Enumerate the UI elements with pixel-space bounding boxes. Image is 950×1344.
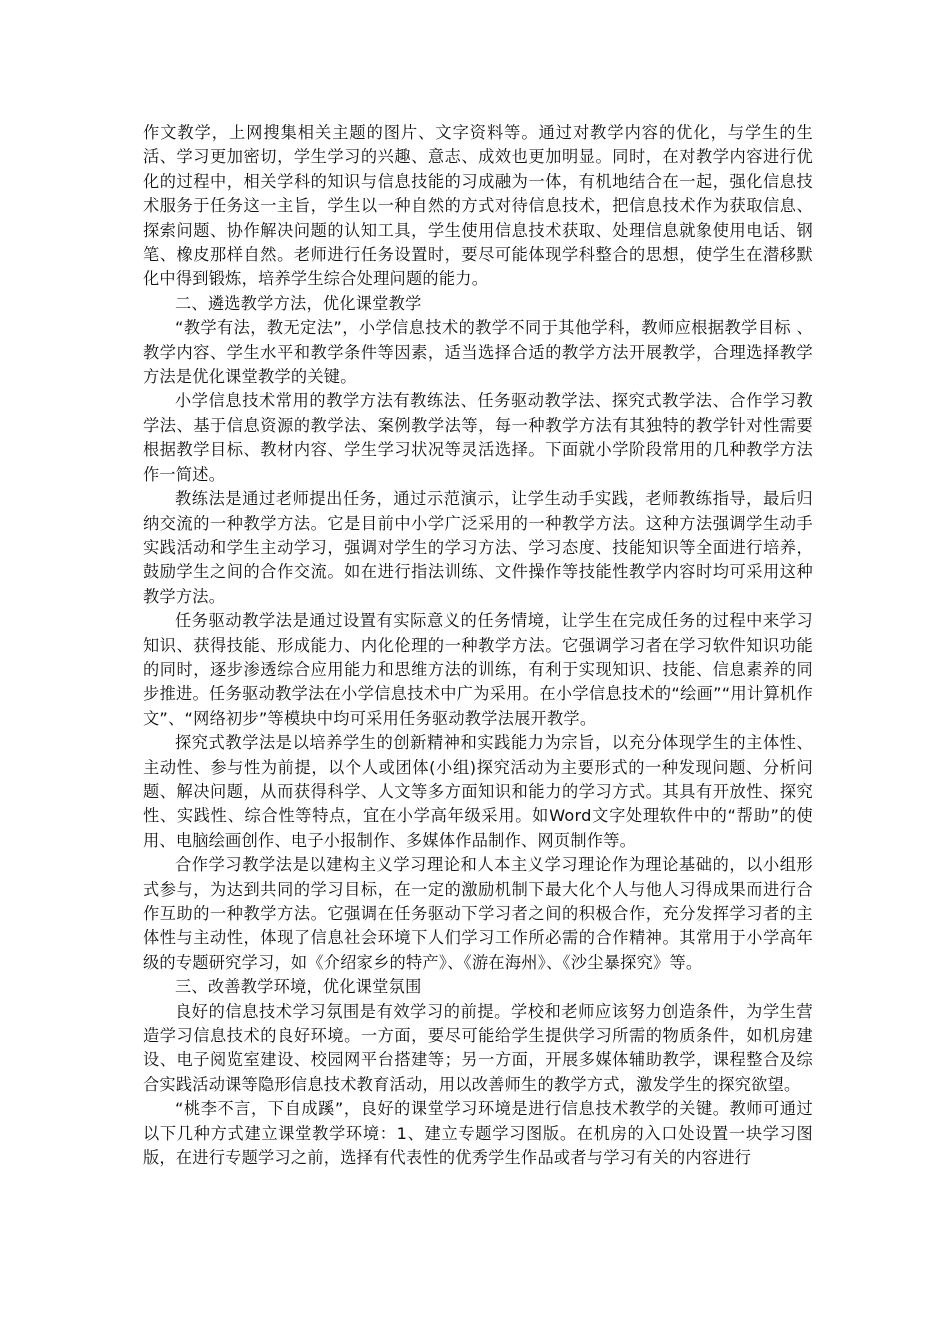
paragraph-learning-atmosphere: 良好的信息技术学习氛围是有效学习的前提。学校和老师应该努力创造条件，为学生营造学习信息技术的良好环境。一方面，要尽可能给学生提供学习所需的物质条件，如机房建设、电子阅览室建设、校园网平台搭建等；另一方面，开展多媒体辅助教学，课程整合及综合实践活动课等隐形信息技术教育活动，用以改善师生的教学方式，激发学生的探究欲望。 [143, 1001, 813, 1094]
section-heading-3: 三、改善教学环境，优化课堂氛围 [175, 977, 422, 997]
paragraph-common-methods: 小学信息技术常用的教学方法有教练法、任务驱动教学法、探究式教学法、合作学习教学法、基于信息资源的教学法、案例教学法等，每一种教学方法有其独特的教学针对性需要根据教学目标、教材内容、学生学习状况等灵活选择。下面就小学阶段常用的几种教学方法作一简述。 [143, 391, 813, 484]
paragraph-continuation: 作文教学，上网搜集相关主题的图片、文字资料等。通过对教学内容的优化，与学生的生活、学习更加密切，学生学习的兴趣、意志、成效也更加明显。同时，在对教学内容进行优化的过程中，相关学科的知识与信息技能的习成融为一体，有机地结合在一起，强化信息技术服务于任务这一主旨，学生以一种自然的方式对待信息技术，把信息技术作为获取信息、探索问题、协作解决问题的认知工具，学生使用信息技术获取、处理信息就象使用电话、钢笔、橡皮那样自然。老师进行任务设置时，要尽可能体现学科整合的思想，使学生在潜移默化中得到锻炼，培养学生综合处理问题的能力。 [143, 123, 813, 289]
section-heading-2: 二、遴选教学方法，优化课堂教学 [175, 293, 422, 313]
paragraph-task-driven-method: 任务驱动教学法是通过设置有实际意义的任务情境，让学生在完成任务的过程中来学习知识、获得技能、形成能力、内化伦理的一种教学方法。它强调学习者在学习软件知识功能的同时，逐步渗透综合应用能力和思维方法的训练，有利于实现知识、技能、信息素养的同步推进。任务驱动教学法在小学信息技术中广为采用。在小学信息技术的“绘画”“用计算机作文”、“网络初步”等模块中均可采用任务驱动教学法展开教学。 [143, 611, 813, 728]
paragraph-classroom-environment: “桃李不言，下自成蹊”，良好的课堂学习环境是进行信息技术教学的关键。教师可通过以下几种方式建立课堂教学环境：1、建立专题学习图版。在机房的入口处设置一块学习图版，在进行专题学习之前，选择有代表性的优秀学生作品或者与学习有关的内容进行 [143, 1099, 813, 1168]
paragraph-coaching-method: 教练法是通过老师提出任务，通过示范演示，让学生动手实践，老师教练指导，最后归纳交流的一种教学方法。它是目前中小学广泛采用的一种教学方法。这种方法强调学生动手实践活动和学生主动学习，强调对学生的学习方法、学习态度、技能知识等全面进行培养，鼓励学生之间的合作交流。如在进行指法训练、文件操作等技能性教学内容时均可采用这种教学方法。 [143, 489, 813, 606]
paragraph-teaching-method-intro: “教学有法，教无定法”，小学信息技术的教学不同于其他学科，教师应根据教学目标 、教学内容、学生水平和教学条件等因素，适当选择合适的教学方法开展教学，合理选择教学方法是优化课堂教学的关键。 [143, 318, 813, 387]
paragraph-inquiry-method: 探究式教学法是以培养学生的创新精神和实践能力为宗旨，以充分体现学生的主体性、主动性、参与性为前提，以个人或团体(小组)探究活动为主要形式的一种发现问题、分析问题、解决问题，从而获得科学、人文等多方面知识和能力的学习方式。其具有开放性、探究性、实践性、综合性等特点，宜在小学高年级采用。如Word文字处理软件中的“帮助”的使用、电脑绘画创作、电子小报制作、多媒体作品制作、网页制作等。 [143, 733, 813, 850]
document-body [143, 121, 813, 1170]
paragraph-cooperative-method: 合作学习教学法是以建构主义学习理论和人本主义学习理论作为理论基础的，以小组形式参与，为达到共同的学习目标，在一定的激励机制下最大化个人与他人习得成果而进行合作互助的一种教学方法。它强调在任务驱动下学习者之间的积极合作，充分发挥学习者的主体性与主动性，体现了信息社会环境下人们学习工作所必需的合作精神。其常用于小学高年级的专题研究学习，如《介绍家乡的特产》、《游在海州》、《沙尘暴探究》等。 [143, 855, 813, 972]
